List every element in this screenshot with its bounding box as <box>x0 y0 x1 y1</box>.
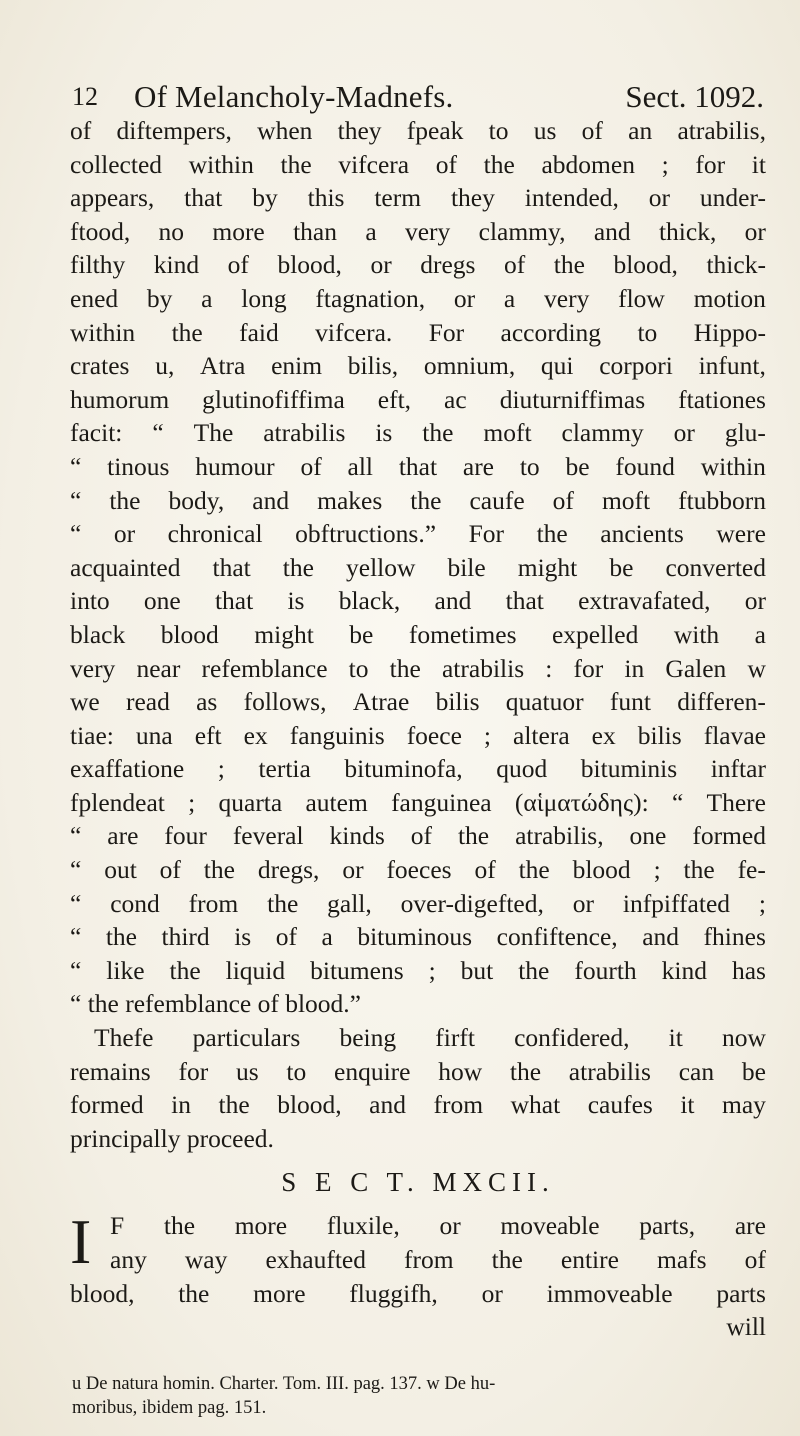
text-line: principally proceed. <box>70 1123 274 1153</box>
text-line: exaffatione ; tertia bituminofa, quod bituminis inftar <box>70 754 766 784</box>
section-text-line: blood, the more fluggifh, or immoveable parts <box>70 1278 766 1308</box>
page-header <box>72 76 764 118</box>
text-line: “ the refemblance of blood.” <box>70 989 361 1019</box>
text-line: acquainted that the yellow bile might be converted <box>70 552 766 582</box>
running-title: Of Melancholy-Madnefs. <box>134 79 454 114</box>
drop-cap: I <box>70 1206 92 1278</box>
text-line: facit: “ The atrabilis is the moft clammy or glu- <box>70 418 766 448</box>
page-number: 12 <box>72 82 98 111</box>
text-line: filthy kind of blood, or dregs of the blood, thick- <box>70 250 766 280</box>
section-heading: S E C T. MXCII. <box>281 1167 555 1198</box>
footnote-line: u De natura homin. Charter. Tom. III. pag. 137. w De hu- <box>72 1374 496 1394</box>
text-line: into one that is black, and that extravafated, or <box>70 586 766 616</box>
body-text <box>70 114 766 1344</box>
section-reference: Sect. 1092. <box>625 79 764 114</box>
section-text-line: any way exhaufted from the entire mafs of <box>110 1245 766 1274</box>
text-line: crates u, Atra enim bilis, omnium, qui corpori infunt, <box>70 351 766 381</box>
text-line: tiae: una eft ex fanguinis foece ; altera ex bilis flavae <box>70 720 766 750</box>
text-line: ftood, no more than a very clammy, and thick, or <box>70 216 766 246</box>
section-text-line: will <box>726 1312 766 1342</box>
text-line: “ tinous humour of all that are to be found within <box>70 451 766 481</box>
section-paragraph <box>70 1206 766 1343</box>
text-line: humorum glutinofiffima eft, ac diuturniffimas ftationes <box>70 384 766 414</box>
text-line: of diftempers, when they fpeak to us of an atrabilis, <box>70 116 766 145</box>
section-text-line: I F the more fluxile, or moveable parts, are <box>70 1206 766 1278</box>
text-line: Thefe particulars being firft confidered, it now <box>94 1023 766 1053</box>
text-line: “ out of the dregs, or foeces of the blood ; the fe- <box>70 855 766 885</box>
text-line: fplendeat ; quarta autem fanguinea (αἱματώδης): “ There <box>70 787 766 817</box>
paragraph-lines <box>70 114 766 1155</box>
text-line: within the faid vifcera. For according to Hippo- <box>70 317 766 347</box>
text-line: appears, that by this term they intended, or under- <box>70 183 766 213</box>
text-line: “ like the liquid bitumens ; but the fourth kind has <box>70 955 766 985</box>
text-line: we read as follows, Atrae bilis quatuor funt differen- <box>70 687 766 717</box>
text-line: “ or chronical obftructions.” For the ancients were <box>70 519 766 549</box>
footnote-line: moribus, ibidem pag. 151. <box>72 1398 267 1418</box>
text-line: very near refemblance to the atrabilis : for in Galen w <box>70 653 766 683</box>
text-line: ened by a long ftagnation, or a very flow motion <box>70 283 766 313</box>
footnotes <box>72 1372 764 1420</box>
text-line: “ the body, and makes the caufe of moft ftubborn <box>70 485 766 515</box>
text-line: formed in the blood, and from what caufes it may <box>70 1090 766 1120</box>
text-line: collected within the vifcera of the abdomen ; for it <box>70 149 766 179</box>
text-line: “ are four feveral kinds of the atrabilis, one formed <box>70 821 766 851</box>
text-line: remains for us to enquire how the atrabilis can be <box>70 1056 766 1086</box>
text-line: black blood might be fometimes expelled with a <box>70 619 766 649</box>
text-line: “ cond from the gall, over-digefted, or infpiffated ; <box>70 888 766 918</box>
text-line: “ the third is of a bituminous confiftence, and fhines <box>70 922 766 952</box>
